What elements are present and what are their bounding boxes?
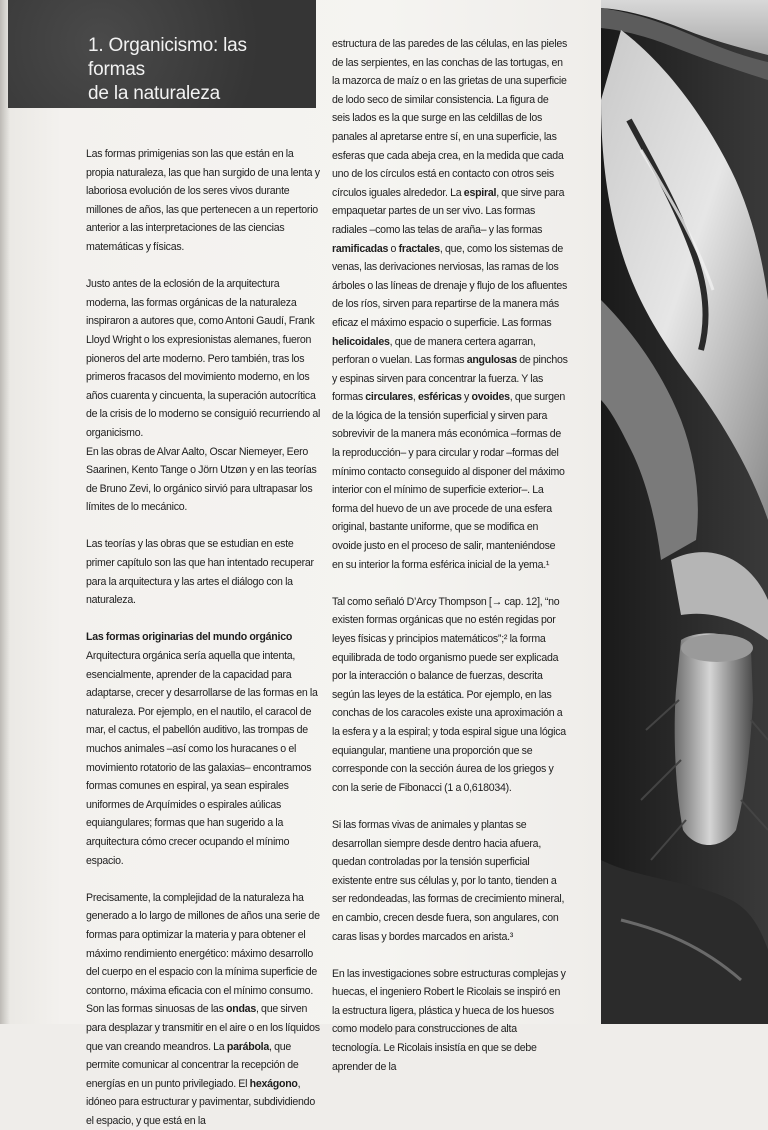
- left-text-column: [86, 145, 322, 1130]
- text-run: de pinchos y espinas sirven para concentrar la fuerza. Y las formas: [332, 354, 568, 404]
- paragraph-organicist-works: En las obras de Alvar Aalto, Oscar Niemeyer, Eero Saarinen, Kento Tange o Jörn Utzøn y en las teorías de Bruno Zevi, lo orgánico sirvió para ultrapasar los límites de lo mecánico.: [86, 445, 317, 514]
- term-circulares: circulares: [365, 391, 413, 404]
- term-ovoides: ovoides: [471, 391, 510, 404]
- paragraph-le-ricolais: En las investigaciones sobre estructuras complejas y huecas, el ingeniero Robert le Ricolais se inspiró en la estructura ligera, plástica y hueca de los huesos como modelo para construcciones de alta tecnología. Le Ricolais insistía en que se debe aprender de la: [332, 967, 566, 1073]
- paragraph-forms-optimization: [86, 889, 322, 1130]
- term-ramificadas: ramificadas: [332, 242, 389, 255]
- chapter-title-line1: 1. Organicismo: las formas: [88, 35, 247, 80]
- text-run: o: [388, 242, 399, 255]
- paragraph-organic-architecture: Arquitectura orgánica sería aquella que intenta, esencialmente, aprender de la capacidad para adaptarse, crecer y desarrollarse de las formas en la naturaleza. Por ejemplo, en el nautilo, el caracol de mar, el cactus, el pabellón auditivo, las trompas de muchos animales –así como los huracanes o el movimiento rotatorio de las galaxias– encontramos formas comunes en espiral, ya sean espirales uniformes de Arquímides o espirales aúlicas equiangulares; formas que han sugerido a la arquitectura cómo crecer ocupando el mínimo espacio.: [86, 650, 318, 867]
- text-run: y: [461, 391, 472, 404]
- landscape-photo: [601, 0, 768, 1024]
- page-gutter-shadow: [0, 0, 10, 1024]
- term-esfericas: esféricas: [417, 391, 462, 404]
- term-parabola: parábola: [226, 1040, 269, 1053]
- chapter-title: [88, 34, 308, 106]
- term-angulosas: angulosas: [466, 354, 517, 367]
- text-run: , que de manera certera agarran, perforan o vuelan. Las formas: [332, 335, 536, 367]
- paragraph-intro: Las formas primigenias son las que están en la propia naturaleza, las que han surgido de una lenta y laboriosa evolución de los seres vivos durante millones de años, las que pertenecen a un repertorio anterior a las interpretaciones de las ciencias matemáticas y físicas.: [86, 148, 320, 253]
- term-espiral: espiral: [463, 186, 497, 199]
- paragraph-darcy-thompson: Tal como señaló D’Arcy Thompson [→ cap. 12], “no existen formas orgánicas que no estén regidas por leyes físicas y principios matemáticos”;² la forma equilibrada de todo organismo puede ser explicada por la interacción o balance de fuerzas, descrita según las leyes de la estática. Por ejemplo, en las conchas de los caracoles existe una aproximación a la esfera y a la espiral; y toda espiral sigue una lógica equiangular, mantiene una proporción que se corresponde con la sección áurea de los griegos y con la serie de Fibonacci (1 a 0,618034).: [332, 595, 566, 794]
- right-text-column: [332, 35, 568, 1076]
- text-run: , que sirve para empaquetar partes de un ser vivo. Las formas radiales –como las telas de araña– y las formas: [332, 186, 565, 236]
- paragraph-modern-architecture: Justo antes de la eclosión de la arquitectura moderna, las formas orgánicas de la naturaleza inspiraron a autores que, como Antoni Gaudí, Frank Lloyd Wright o los expresionistas alemanes, fueron pioneros del arte moderno. Pero también, tras los primeros fracasos del movimiento moderno, en los años cuarenta y cincuenta, la superación autocrítica de la crisis de lo moderno se consiguió recurriendo al organicismo.: [86, 278, 321, 439]
- text-run: Precisamente, la complejidad de la naturaleza ha generado a lo largo de millones de años una serie de formas para optimizar la materia y para obtener el máximo rendimiento energético: máximo desarrollo del cuerpo en el espacio con la mínima superficie de contorno, máxima eficacia con el mínimo consumo. Son las formas sinuosas de las: [86, 891, 320, 1016]
- text-run: , que, como los sistemas de venas, las derivaciones nerviosas, las ramas de los árboles o las líneas de drenaje y flujo de los afluentes de los ríos, sirven para repartirse de la manera más eficaz el máximo espacio o superficie. Las formas: [332, 242, 568, 329]
- chapter-title-line2: de la naturaleza: [88, 83, 221, 104]
- text-run: , que permite comunicar al concentrar la recepción de energías en un punto privilegiado. El: [86, 1040, 299, 1090]
- paragraph-chapter-scope: Las teorías y las obras que se estudian en este primer capítulo son las que han intentado recuperar para la arquitectura y las artes el diálogo con la naturaleza.: [86, 538, 314, 607]
- term-helicoidales: helicoidales: [332, 335, 390, 348]
- text-run: , idóneo para estructurar y pavimentar, subdividiendo el espacio, y que está en la: [86, 1077, 315, 1127]
- section-subheading: Las formas originarias del mundo orgánico: [86, 631, 293, 644]
- paragraph-growth-forms: Si las formas vivas de animales y plantas se desarrollan siempre desde dentro hacia afuera, quedan controladas por la tensión superficial existente entre sus células y, por lo tanto, tienden a ser redondeadas, las formas de crecimiento mineral, en cambio, crecen desde fuera, son angulares, con caras lisas y bordes marcados en arista.³: [332, 818, 565, 943]
- text-run: ,: [412, 391, 418, 404]
- text-run: , que sirven para desplazar y transmitir en el aire o en los líquidos que van creando meandros. La: [86, 1003, 320, 1053]
- text-run: estructura de las paredes de las células, en las pieles de las serpientes, en las conchas de las tortugas, en la mazorca de maíz o en las grietas de una superficie de lodo seco de similar consistencia. La figura de seis lados es la que surge en las celdillas de los panales al apretarse entre sí, en una superficie, las esferas que cada abeja crea, en la medida que cada uno de los círculos está en contacto con otros seis círculos iguales alrededor. La: [332, 38, 568, 199]
- text-run: , que surgen de la lógica de la tensión superficial y sirven para sobrevivir de la manera más económica –formas de la reproducción– y para circular y rodar –formas del mínimo contacto conseguido al disponer del máximo interior con el mínimo de superficie exterior–. La forma del huevo de un ave procede de una esfera original, bastante uniforme, que se modifica en ovoide justo en el proceso de salir, manteniéndose en su interior la forma esférica inicial de la yema.¹: [332, 391, 566, 571]
- paragraph-natural-forms: [332, 35, 568, 574]
- chapter-title-block: [8, 0, 316, 108]
- term-hexagono: hexágono: [249, 1077, 298, 1090]
- term-ondas: ondas: [226, 1003, 256, 1016]
- term-fractales: fractales: [398, 242, 440, 255]
